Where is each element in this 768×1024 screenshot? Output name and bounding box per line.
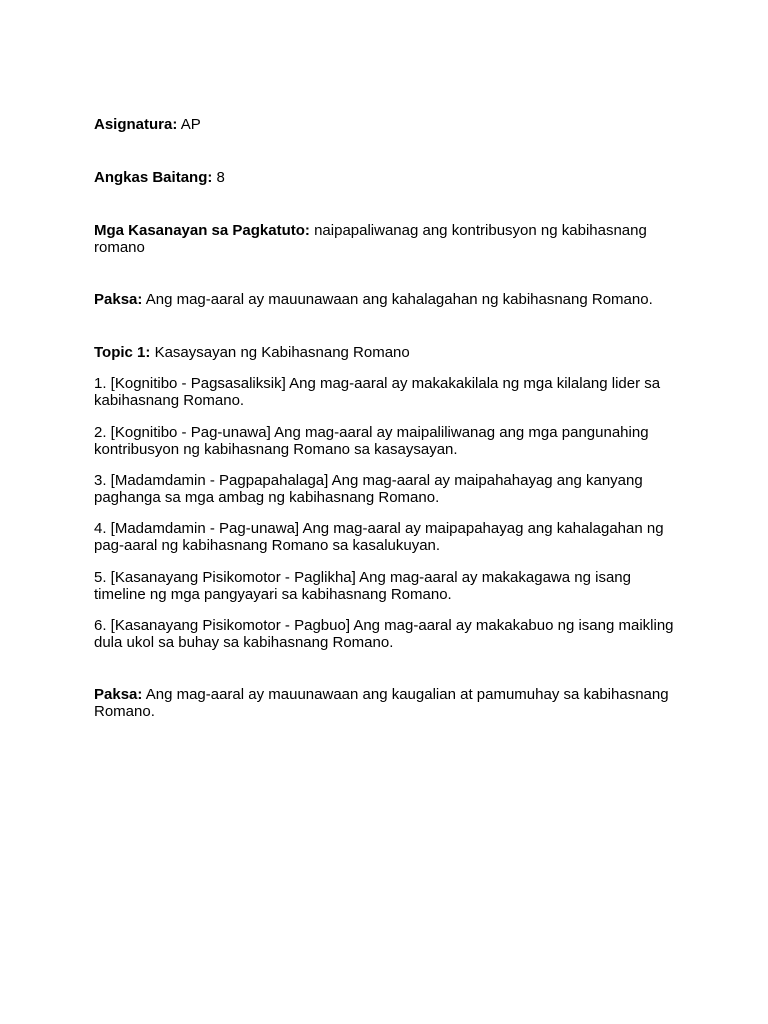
objective-item-5: 5. [Kasanayang Pisikomotor - Paglikha] Ang mag-aaral ay makakagawa ng isang timeline ng mga pangyayari sa kabihasnang Romano. (94, 569, 631, 603)
topic-focus-label-1: Paksa: (94, 291, 143, 308)
topic-focus-value-2: Ang mag-aaral ay mauunawaan ang kaugalian at pamumuhay sa kabihasnang Romano. (94, 686, 669, 720)
subject-line (94, 116, 684, 133)
topic-heading-1 (94, 344, 684, 361)
topic-focus-line-2 (94, 686, 684, 720)
learning-competency-value: naipapaliwanag ang kontribusyon ng kabihasnang romano (94, 222, 647, 256)
learning-competency-label: Mga Kasanayan sa Pagkatuto: (94, 222, 310, 239)
topic-focus-line-1 (94, 291, 684, 308)
topic-focus-value-1: Ang mag-aaral ay mauunawaan ang kahalagahan ng kabihasnang Romano. (145, 291, 653, 308)
learning-competency-line (94, 222, 684, 256)
grade-level-line (94, 169, 684, 186)
grade-level-label: Angkas Baitang: (94, 169, 213, 186)
objective-item-4: 4. [Madamdamin - Pag-unawa] Ang mag-aaral ay maipapahayag ang kahalagahan ng pag-aaral ng kabihasnang Romano sa kasalukuyan. (94, 520, 664, 554)
objective-item-1: 1. [Kognitibo - Pagsasaliksik] Ang mag-aaral ay makakakilala ng mga kilalang lider sa kabihasnang Romano. (94, 375, 661, 409)
topic-heading-value-1: Kasaysayan ng Kabihasnang Romano (154, 344, 410, 361)
grade-level-value: 8 (216, 169, 225, 186)
topic-heading-label-1: Topic 1: (94, 344, 151, 361)
objective-item-6: 6. [Kasanayang Pisikomotor - Pagbuo] Ang mag-aaral ay makakabuo ng isang maikling dula ukol sa buhay sa kabihasnang Romano. (94, 617, 674, 651)
topic-focus-label-2: Paksa: (94, 686, 143, 703)
subject-value: AP (180, 116, 201, 133)
objective-item-2: 2. [Kognitibo - Pag-unawa] Ang mag-aaral ay maipaliliwanag ang mga pangunahing kontribusyon ng kabihasnang Romano sa kasaysayan. (94, 424, 649, 458)
subject-label: Asignatura: (94, 116, 178, 133)
objective-item-3: 3. [Madamdamin - Pagpapahalaga] Ang mag-aaral ay maipahahayag ang kanyang paghanga sa mga ambag ng kabihasnang Romano. (94, 472, 643, 506)
